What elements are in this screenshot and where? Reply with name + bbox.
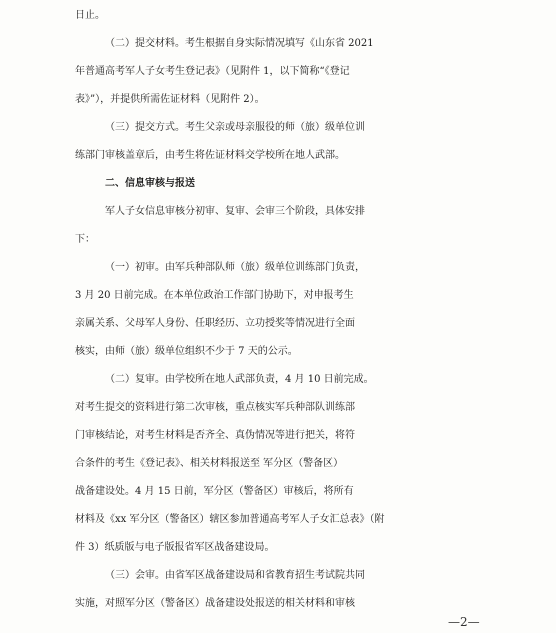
text-line: 对考生提交的资料进行第二次审核，重点核实军兵种部队训练部 [75, 402, 355, 413]
text-line: 核实，由师（旅）级单位组织不少于 7 天的公示。 [75, 346, 298, 357]
text-line: 合条件的考生《登记表》、相关材料报送至 军分区（警备区） [75, 458, 344, 469]
text-line: 门审核结论，对考生材料是否齐全、真伪情况等进行把关，将符 [75, 430, 355, 441]
text-line: 表》”），并提供所需佐证材料（见附件 2）。 [75, 94, 265, 105]
text-line: 日止。 [75, 10, 105, 21]
text-line: （三）会审。由省军区战备建设局和省教育招生考试院共同 [105, 570, 365, 581]
text-line: 练部门审核盖章后，由考生将佐证材料交学校所在地人武部。 [75, 150, 345, 161]
text-line: 下： [75, 234, 95, 245]
text-line: 材料及《xx 军分区（警备区）辖区参加普通高考军人子女汇总表》（附 [75, 514, 385, 525]
text-line: 亲属关系、父母军人身份、任职经历、立功授奖等情况进行全面 [75, 318, 355, 329]
text-line: 实施，对照军分区（警备区）战备建设处报送的相关材料和审核 [75, 598, 355, 609]
text-line: 战备建设处。4 月 15 日前，军分区（警备区）审核后，将所有 [75, 486, 354, 497]
text-line: 年普通高考军人子女考生登记表》（见附件 1，以下简称“《登记 [75, 66, 350, 77]
text-line: 件 3）纸质版与电子版报省军区战备建设局。 [75, 542, 275, 553]
text-line: （一）初审。由军兵种部队师（旅）级单位训练部门负责， [105, 262, 365, 273]
text-line: 军人子女信息审核分初审、复审、会审三个阶段，具体安排 [105, 206, 365, 217]
text-line: （二）复审。由学校所在地人武部负责，4 月 10 日前完成。 [105, 374, 374, 385]
text-line: （三）提交方式。考生父亲或母亲服役的师（旅）级单位训 [105, 122, 365, 133]
section-heading: 二、信息审核与报送 [105, 178, 195, 189]
page-number: —2— [448, 615, 480, 629]
text-line: 3 月 20 日前完成。在本单位政治工作部门协助下，对申报考生 [75, 290, 354, 301]
text-line: （二）提交材料。考生根据自身实际情况填写《山东省 2021 [105, 38, 374, 49]
